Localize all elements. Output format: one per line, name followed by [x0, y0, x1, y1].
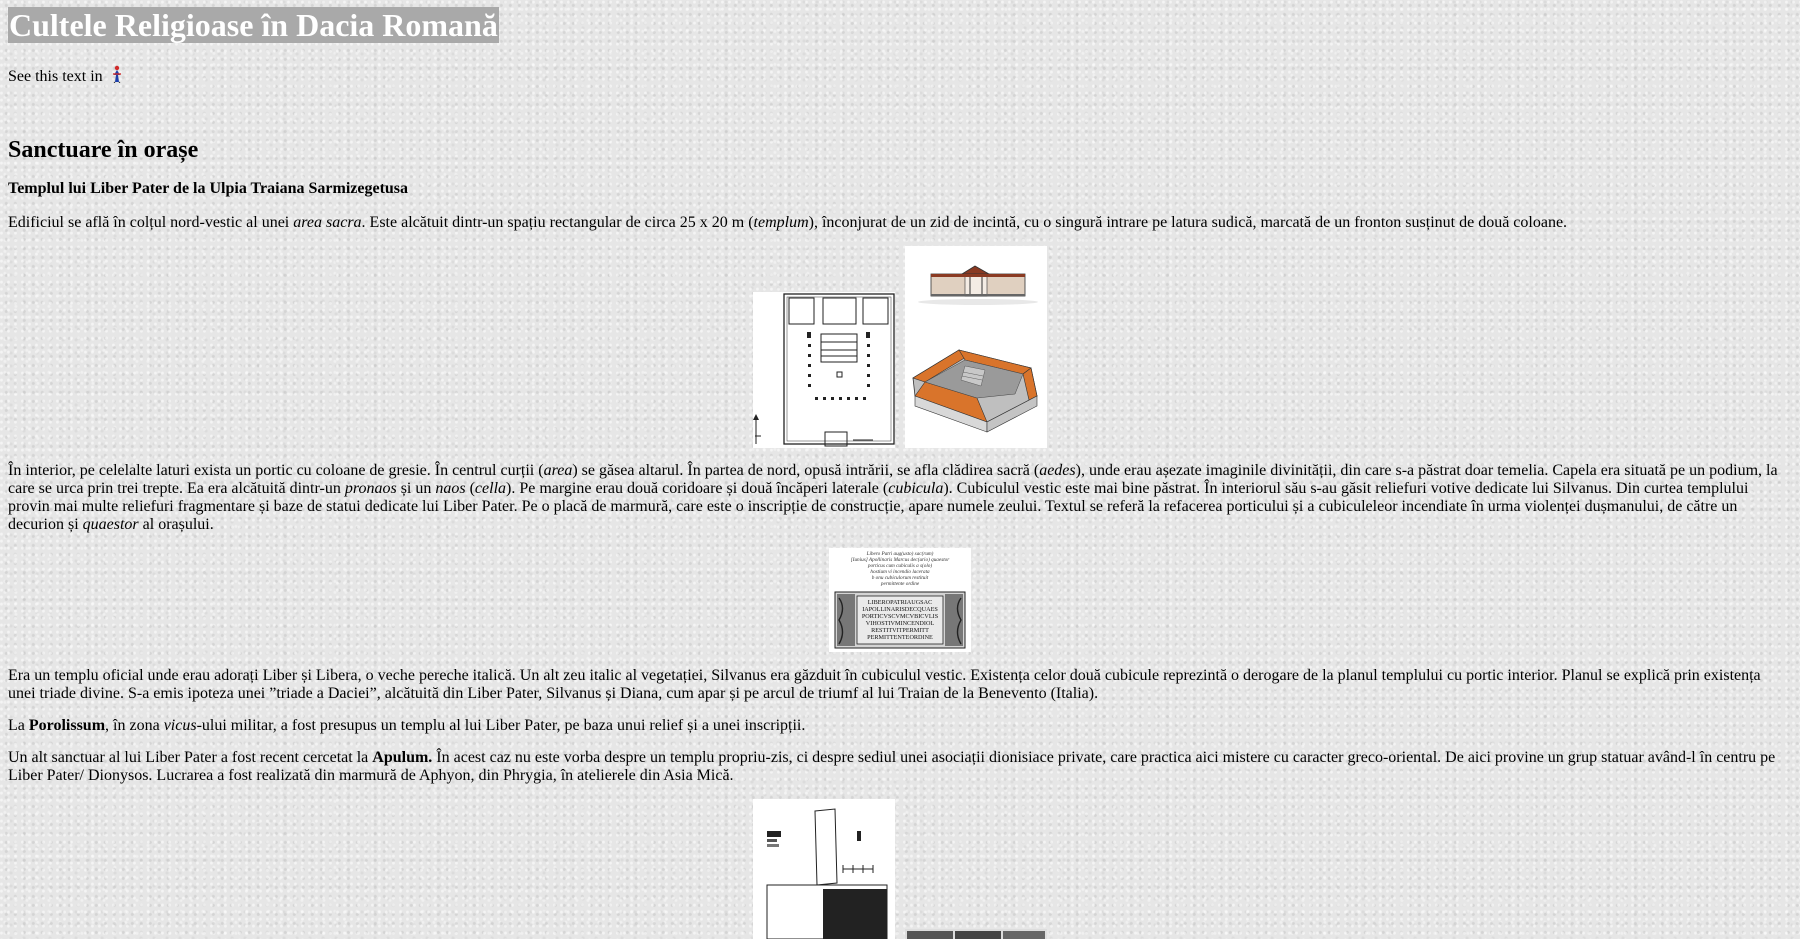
apulum-plan-image [753, 799, 895, 939]
temple-plan-image [753, 292, 895, 448]
p2-term-cella: cella [474, 480, 507, 497]
inscription-figure [8, 548, 1792, 652]
p1-text-c: . Este alcătuit dintr-un spațiu rectangular de circa 25 x 20 m ( [361, 214, 754, 231]
p2-text-i: ( [465, 480, 475, 497]
language-prefix: See this text in [8, 68, 103, 85]
inscription-image [829, 548, 971, 652]
apulum-photo-image [905, 929, 1047, 939]
paragraph-2 [8, 462, 1792, 534]
p1-term-area-sacra: area sacra [293, 214, 362, 231]
p2-text-o: al orașului. [138, 516, 214, 533]
p2-text-c: ) se găsea altarul. În partea de nord, opusă intrării, se afla clădirea sacră ( [572, 462, 1040, 479]
p2-term-area: area [543, 462, 573, 479]
p2-term-cubicula: cubicula [888, 480, 944, 497]
p4-place-porolissum: Porolissum [28, 717, 106, 734]
p2-term-aedes: aedes [1039, 462, 1076, 479]
p4-text-a: La [8, 717, 29, 734]
stone-line-1: LIBEROPATRIAUGSAC [867, 599, 933, 606]
paragraph-1 [8, 214, 1792, 232]
p4-term-vicus: vicus [163, 717, 197, 734]
p2-term-naos: naos [435, 480, 466, 497]
temple-reconstruction-image [905, 246, 1047, 448]
inscription-line-2: [Iunius] Apollinaris Marcus dec(urio) quaestor [850, 557, 950, 563]
inscription-line-1: Libero Patri aug(usto) sac(rum) [866, 551, 934, 557]
inscription-line-6: permittente ordine [880, 581, 920, 587]
p5-text-a: Un alt sanctuar al lui Liber Pater a fost recent cercetat la [8, 749, 373, 766]
p5-text-c: În acest caz nu este vorba despre un templu propriu-zis, ci despre sediul unei asociații dionisiace private, care practica aici mistere cu caracter greco-oriental. De aici provine un grup statuar având-l în centru pe Liber Pater/ Dionysos. Lucrarea a fost realizată din marmură de Aphyon, din Phrygia, în atelierele din Asia Mică. [8, 749, 1776, 784]
p2-text-k: ). Pe margine erau două coridoare și două încăperi laterale ( [506, 480, 889, 497]
p4-text-c: , în zona [105, 717, 164, 734]
stone-line-5: RESTITVITPERMITT [871, 627, 929, 634]
p2-text-e: ), unde erau așezate imaginile divinității, din care s-a păstrat doar temelia. Capela era situată pe un podium, la care se urca prin trei trepte. Ea era alcătuită dintr-un [8, 462, 1778, 497]
subsection-heading: Templul lui Liber Pater de la Ulpia Traiana Sarmizegetusa [8, 180, 409, 197]
p1-text-a: Edificiul se află în colțul nord-vestic al unei [8, 214, 294, 231]
p2-term-pronaos: pronaos [344, 480, 397, 497]
p1-term-templum: templum [753, 214, 809, 231]
paragraph-3: Era un templu oficial unde erau adorați Liber și Libera, o veche pereche italică. Un alt zeu italic al vegetației, Silvanus era găzduit în cubiculul vestic. Existența celor două cubicule reprezintă o derogare de la planul templului cu portic interior. Planul se explică prin existența unei triade divine. S-a emis ipoteza unei ”triade a Daciei”, alcătuită din Liber Pater, Silvanus și Diana, cum apar și pe arcul de triumf al lui Traian de la Benevento (Italia). [8, 667, 1761, 702]
inscription-line-4: hostium vi incendio lacerata [870, 569, 930, 575]
section-heading: Sanctuare în orașe [8, 137, 199, 163]
p2-text-m: ). Cubiculul vestic este mai bine păstrat. În interiorul său s-au găsit reliefuri votive dedicate lui Silvanus. Din curtea templului provin mai multe reliefuri fragmentare și baze de statui dedicate lui Liber Pater. Pe o placă de marmură, care este o inscripție de construcție, apare numele zeului. Textul se referă la refacerea porticului și a cubiculeleor incendiate în urma violenței dușmanului, de către un decurion și [8, 480, 1749, 533]
p2-term-quaestor: quaestor [82, 516, 139, 533]
stone-line-4: VIHOSTIVMINCENDIOL [865, 620, 935, 627]
language-line [8, 65, 1792, 86]
temple-figure [8, 246, 1792, 448]
apulum-figure [8, 799, 1792, 939]
paragraph-5 [8, 749, 1792, 785]
paragraph-4 [8, 717, 1792, 735]
stone-line-6: PERMITTENTEORDINE [867, 634, 933, 641]
stone-line-2: IAPOLLINARISDECQUAES [862, 606, 938, 613]
flag-icon[interactable] [111, 65, 123, 83]
stone-line-3: PORTICVSCVMCVBICVLIS [861, 613, 939, 620]
inscription-line-3: porticus cum cubiculis a s(olo) [867, 563, 933, 569]
p1-text-e: ), înconjurat de un zid de incintă, cu o singură intrare pe latura sudică, marcată de un fronton susținut de două coloane. [808, 214, 1568, 231]
p2-text-g: și un [396, 480, 436, 497]
p4-text-e: -ului militar, a fost presupus un templu al lui Liber Pater, pe baza unui relief și a unei inscripții. [196, 717, 806, 734]
p2-text-a: În interior, pe celelalte laturi exista un portic cu coloane de gresie. În centrul curții ( [8, 462, 544, 479]
p5-place-apulum: Apulum. [372, 749, 433, 766]
site-title: Cultele Religioase în Dacia Romană [9, 7, 498, 43]
inscription-line-5: b onu cubiculorum restituit [871, 575, 929, 581]
